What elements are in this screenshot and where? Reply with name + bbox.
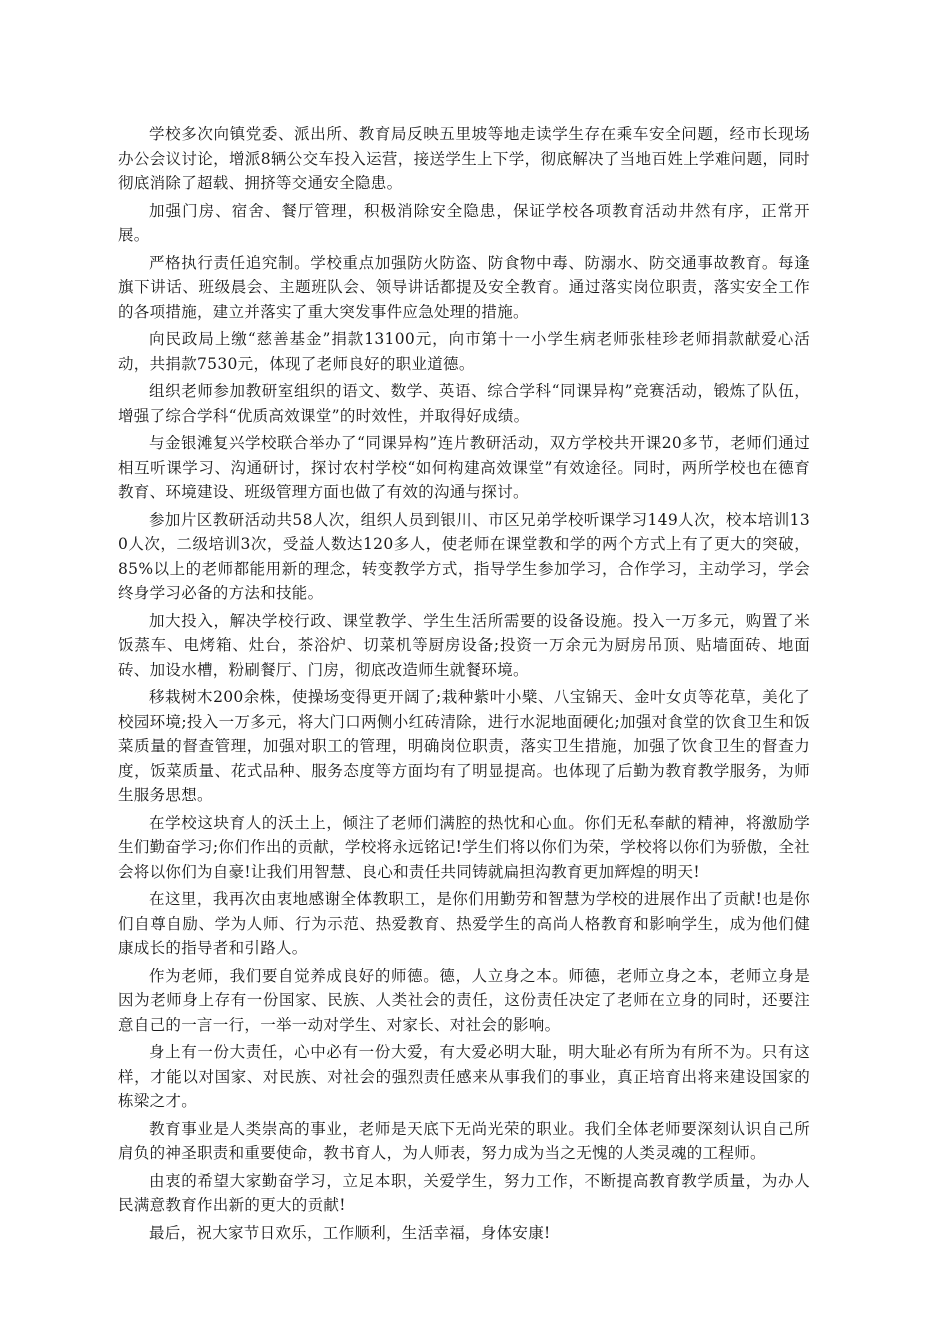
paragraph: 加强门房、宿舍、餐厅管理，积极消除安全隐患，保证学校各项教育活动井然有序，正常开展。	[118, 201, 810, 244]
document-body	[118, 122, 810, 1248]
paragraph: 严格执行责任追究制。学校重点加强防火防盗、防食物中毒、防溺水、防交通事故教育。每逢旗下讲话、班级晨会、主题班队会、领导讲话都提及安全教育。通过落实岗位职责，落实安全工作的各项措施，建立并落实了重大突发事件应急处理的措施。	[118, 253, 810, 321]
paragraph: 在学校这块育人的沃土上，倾注了老师们满腔的热忱和心血。你们无私奉献的精神，将激励学生们勤奋学习;你们作出的贡献，学校将永远铭记!学生们将以你们为荣，学校将以你们为骄傲，全社会将以你们为自豪!让我们用智慧、良心和责任共同铸就扁担沟教育更加辉煌的明天!	[118, 813, 810, 881]
paragraph: 加大投入，解决学校行政、课堂教学、学生生活所需要的设备设施。投入一万多元，购置了米饭蒸车、电烤箱、灶台，茶浴炉、切菜机等厨房设备;投资一万余元为厨房吊顶、贴墙面砖、地面砖、加设水槽，粉刷餐厅、门房，彻底改造师生就餐环境。	[118, 611, 810, 679]
paragraph: 与金银滩复兴学校联合举办了“同课异构”连片教研活动，双方学校共开课20多节，老师们通过相互听课学习、沟通研讨，探讨农村学校“如何构建高效课堂”有效途径。同时，两所学校也在德育教育、环境建设、班级管理方面也做了有效的沟通与探讨。	[118, 434, 810, 501]
paragraph: 作为老师，我们要自觉养成良好的师德。德，人立身之本。师德，老师立身之本，老师立身是因为老师身上存有一份国家、民族、人类社会的责任，这份责任决定了老师在立身的同时，还要注意自己的一言一行，一举一动对学生、对家长、对社会的影响。	[118, 966, 810, 1034]
paragraph: 组织老师参加教研室组织的语文、数学、英语、综合学科“同课异构”竞赛活动，锻炼了队伍，增强了综合学科“优质高效课堂”的时效性，并取得好成绩。	[118, 382, 810, 425]
paragraph: 由衷的希望大家勤奋学习，立足本职，关爱学生，努力工作，不断提高教育教学质量，为办人民满意教育作出新的更大的贡献!	[118, 1171, 810, 1214]
paragraph: 参加片区教研活动共58人次，组织人员到银川、市区兄弟学校听课学习149人次，校本培训130人次，二级培训3次，受益人数达120多人，使老师在课堂教和学的两个方式上有了更大的突破，85%以上的老师都能用新的理念，转变教学方式，指导学生参加学习，合作学习，主动学习，学会终身学习必备的方法和技能。	[118, 510, 810, 602]
paragraph: 在这里，我再次由衷地感谢全体教职工，是你们用勤劳和智慧为学校的进展作出了贡献!也是你们自尊自励、学为人师、行为示范、热爱教育、热爱学生的高尚人格教育和影响学生，成为他们健康成长的指导者和引路人。	[118, 890, 810, 957]
paragraph: 学校多次向镇党委、派出所、教育局反映五里坡等地走读学生存在乘车安全问题，经市长现场办公会议讨论，增派8辆公交车投入运营，接送学生上下学，彻底解决了当地百姓上学难问题，同时彻底消除了超载、拥挤等交通安全隐患。	[118, 125, 810, 192]
paragraph: 移栽树木200余株，使操场变得更开阔了;栽种紫叶小檗、八宝锦天、金叶女贞等花草，美化了校园环境;投入一万多元，将大门口两侧小红砖清除，进行水泥地面硬化;加强对食堂的饮食卫生和饭菜质量的督查管理，加强对职工的管理，明确岗位职责，落实卫生措施，加强了饮食卫生的督查力度，饭菜质量、花式品种、服务态度等方面均有了明显提高。也体现了后勤为教育教学服务，为师生服务思想。	[118, 688, 810, 804]
paragraph: 教育事业是人类崇高的事业，老师是天底下无尚光荣的职业。我们全体老师要深刻认识自己所肩负的神圣职责和重要使命，教书育人，为人师表，努力成为当之无愧的人类灵魂的工程师。	[118, 1119, 810, 1162]
paragraph: 最后，祝大家节日欢乐，工作顺利，生活幸福，身体安康!	[149, 1223, 551, 1242]
paragraph: 向民政局上缴“慈善基金”捐款13100元，向市第十一小学生病老师张桂珍老师捐款献爱心活动，共捐款7530元，体现了老师良好的职业道德。	[118, 330, 810, 373]
paragraph: 身上有一份大责任，心中必有一份大爱，有大爱必明大耻，明大耻必有所为有所不为。只有这样，才能以对国家、对民族、对社会的强烈责任感来从事我们的事业，真正培育出将来建设国家的栋梁之才。	[118, 1043, 810, 1110]
